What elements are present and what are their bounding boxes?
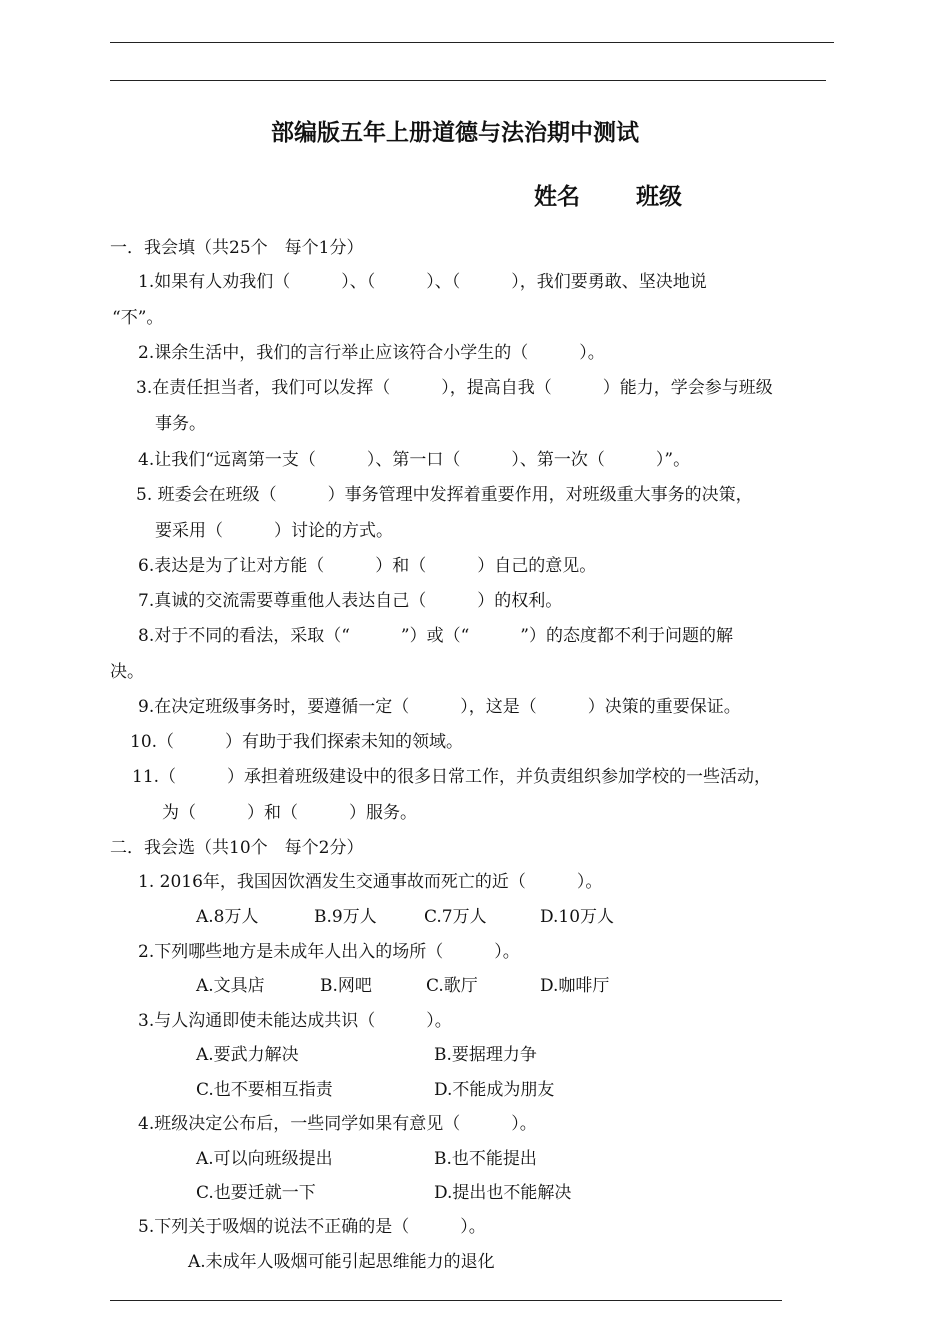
fill-q5-line2: 要采用（ ）讨论的方式。	[155, 521, 393, 541]
fill-q3-line1: 3.在责任担当者，我们可以发挥（ ），提高自我（ ）能力，学会参与班级	[136, 378, 773, 398]
fill-q8-line1: 8.对于不同的看法，采取（“ ”）或（“ ”）的态度都不利于问题的解	[138, 626, 733, 646]
choice-q1-option-c: C.7万人	[424, 907, 487, 927]
choice-q2-option-b: B.网吧	[320, 976, 372, 996]
fill-q2: 2.课余生活中，我们的言行举止应该符合小学生的（ ）。	[138, 343, 605, 363]
section1-heading: 一．我会填（共25个 每个1分）	[110, 238, 364, 258]
fill-q10: 10.（ ）有助于我们探索未知的领域。	[130, 732, 464, 752]
fill-q3-line2: 事务。	[155, 414, 206, 434]
choice-q2-option-a: A.文具店	[196, 976, 265, 996]
choice-q4-option-b: B.也不能提出	[434, 1149, 537, 1169]
header-rule-top	[110, 42, 834, 43]
choice-q5: 5.下列关于吸烟的说法不正确的是（ ）。	[138, 1217, 486, 1237]
footer-rule	[110, 1300, 782, 1301]
choice-q1-option-b: B.9万人	[314, 907, 377, 927]
choice-q3: 3.与人沟通即使未能达成共识（ ）。	[138, 1011, 452, 1031]
fill-q6: 6.表达是为了让对方能（ ）和（ ）自己的意见。	[138, 556, 597, 576]
choice-q4-option-d: D.提出也不能解决	[434, 1183, 572, 1203]
fill-q4: 4.让我们“远离第一支（ ）、第一口（ ）、第一次（ ）”。	[138, 450, 691, 470]
fill-q1-line1: 1.如果有人劝我们（ ）、（ ）、（ ），我们要勇敢、坚决地说	[138, 272, 707, 292]
choice-q2-option-d: D.咖啡厅	[540, 976, 610, 996]
choice-q4-option-c: C.也要迁就一下	[196, 1183, 316, 1203]
choice-q2-option-c: C.歌厅	[426, 976, 478, 996]
page-title: 部编版五年上册道德与法治期中测试	[271, 120, 639, 146]
fill-q7: 7.真诚的交流需要尊重他人表达自己（ ）的权利。	[138, 591, 563, 611]
name-label: 姓名	[534, 184, 580, 210]
choice-q3-option-b: B.要据理力争	[434, 1045, 537, 1065]
fill-q5-line1: 5. 班委会在班级（ ）事务管理中发挥着重要作用，对班级重大事务的决策，	[136, 485, 753, 505]
choice-q2: 2.下列哪些地方是未成年人出入的场所（ ）。	[138, 942, 520, 962]
fill-q1-line2: “不”。	[112, 308, 164, 328]
choice-q3-option-a: A.要武力解决	[196, 1045, 299, 1065]
header-rule-second	[110, 80, 826, 81]
fill-q9: 9.在决定班级事务时，要遵循一定（ ），这是（ ）决策的重要保证。	[138, 697, 741, 717]
choice-q1: 1. 2016年，我国因饮酒发生交通事故而死亡的近（ ）。	[138, 872, 603, 892]
choice-q4: 4.班级决定公布后，一些同学如果有意见（ ）。	[138, 1114, 537, 1134]
choice-q5-option-a: A.未成年人吸烟可能引起思维能力的退化	[188, 1252, 495, 1272]
choice-q4-option-a: A.可以向班级提出	[196, 1149, 333, 1169]
choice-q3-option-d: D.不能成为朋友	[434, 1080, 555, 1100]
fill-q8-line2: 决。	[110, 662, 144, 682]
choice-q1-option-d: D.10万人	[540, 907, 615, 927]
name-class-row	[534, 178, 682, 211]
choice-q1-option-a: A.8万人	[196, 907, 259, 927]
section2-heading: 二．我会选（共10个 每个2分）	[110, 838, 364, 858]
fill-q11-line2: 为（ ）和（ ）服务。	[162, 803, 417, 823]
class-label: 班级	[636, 184, 682, 210]
choice-q3-option-c: C.也不要相互指责	[196, 1080, 333, 1100]
fill-q11-line1: 11.（ ）承担着班级建设中的很多日常工作，并负责组织参加学校的一些活动，	[132, 767, 772, 787]
